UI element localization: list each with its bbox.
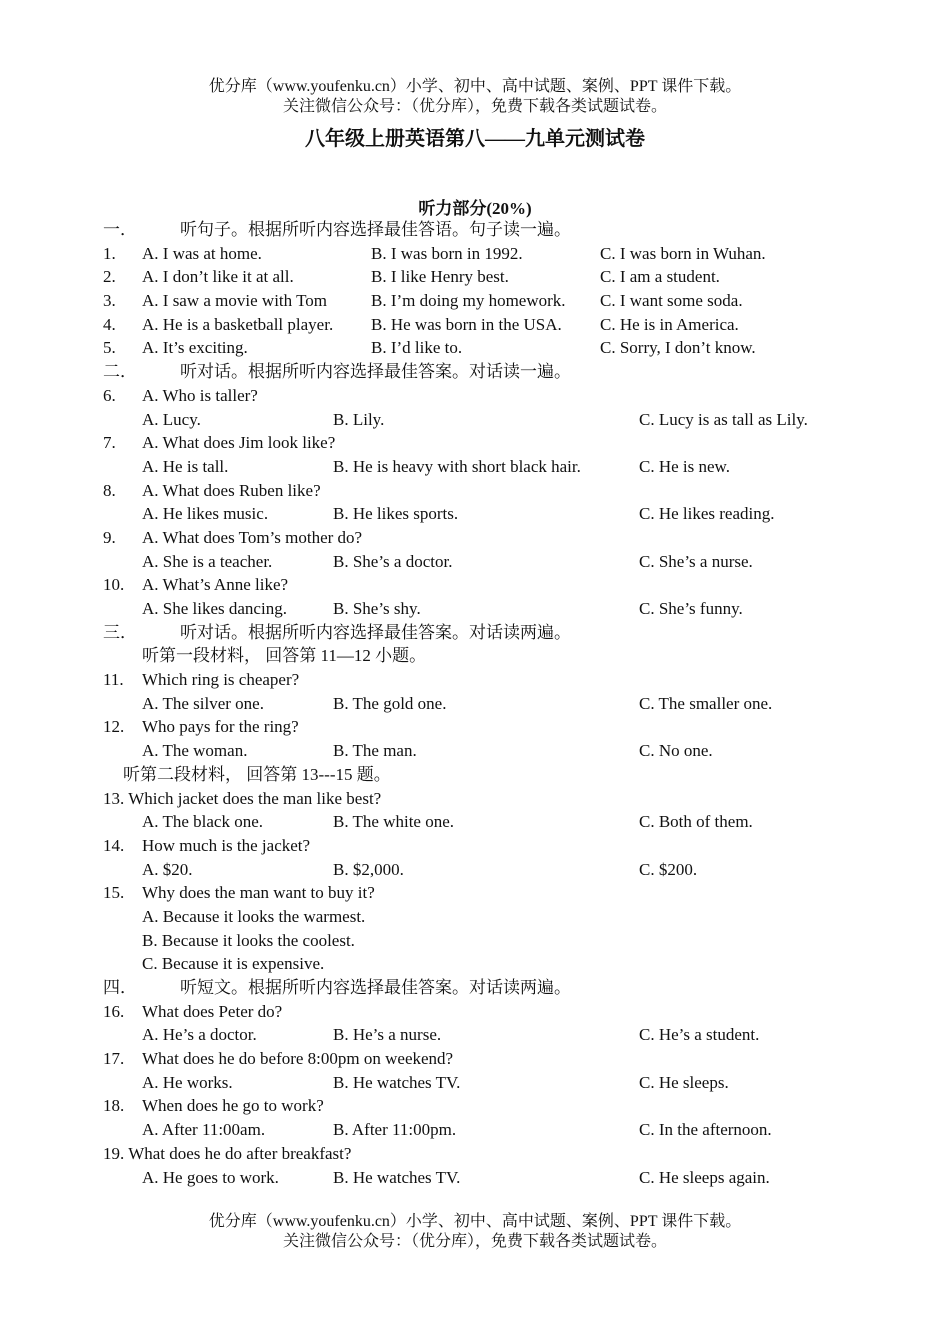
option-b: B. I like Henry best. (371, 267, 509, 287)
question-number: 10. (103, 575, 125, 595)
question-text: What does Peter do? (142, 1001, 283, 1021)
question-list (0, 218, 950, 1189)
row-opts (0, 1166, 950, 1190)
row-part (0, 976, 950, 1000)
option-c: C. He is in America. (600, 314, 739, 334)
question-number: 11. (103, 670, 124, 690)
row-opts (0, 858, 950, 882)
row-q (0, 526, 950, 550)
option-c: C. Both of them. (639, 812, 753, 832)
option-b: B. I’d like to. (371, 338, 463, 358)
option-a: A. I was at home. (142, 243, 262, 263)
question-number: 2. (103, 267, 116, 287)
question-text: How much is the jacket? (142, 835, 311, 855)
option-c: C. He likes reading. (639, 504, 775, 524)
row-qinline (0, 1142, 950, 1166)
row-q (0, 479, 950, 503)
option-c: C. He is new. (639, 456, 730, 476)
option-a: A. The silver one. (142, 693, 264, 713)
question-text: What does he do before 8:00pm on weekend? (142, 1049, 454, 1069)
question-number: 16. (103, 1001, 125, 1021)
option-a: A. He is a basketball player. (142, 314, 334, 334)
row-mcq (0, 336, 950, 360)
part-instruction: 听对话。根据所听内容选择最佳答案。对话读两遍。 (180, 622, 571, 642)
row-q (0, 715, 950, 739)
footer-line-1: 优分库（www.youfenku.cn）小学、初中、高中试题、案例、PPT 课件下载。 (208, 1213, 742, 1230)
option-a: A. He likes music. (142, 504, 269, 524)
question-number: 6. (103, 385, 116, 405)
option-b: B. I was born in 1992. (371, 243, 523, 263)
option-c: C. In the afternoon. (639, 1120, 772, 1140)
row-mcq (0, 265, 950, 289)
question-number: 17. (103, 1049, 125, 1069)
row-qinline (0, 787, 950, 811)
question-number: 3. (103, 291, 116, 311)
row-q (0, 668, 950, 692)
page-title: 八年级上册英语第八——九单元测试卷 (305, 128, 645, 150)
row-part (0, 218, 950, 242)
row-opts (0, 502, 950, 526)
question-number: 9. (103, 527, 116, 547)
row-line (0, 929, 950, 953)
option-b: B. He watches TV. (333, 1167, 461, 1187)
question-text: A. Who is taller? (142, 385, 258, 405)
option-c: C. I want some soda. (600, 291, 743, 311)
row-mcq (0, 313, 950, 337)
row-opts (0, 597, 950, 621)
row-q (0, 881, 950, 905)
option-a: A. The black one. (142, 812, 264, 832)
option-a: A. She is a teacher. (142, 551, 273, 571)
option-a: A. The woman. (142, 741, 248, 761)
question-number: 1. (103, 243, 116, 263)
row-sub (0, 644, 950, 668)
footer-line-2: 关注微信公众号：（优分库），免费下载各类试题试卷。 (282, 1233, 667, 1250)
option-a: A. Lucy. (142, 409, 201, 429)
option-b: B. He is heavy with short black hair. (333, 456, 581, 476)
sub-instruction: 听第一段材料， 回答第 11—12 小题。 (142, 646, 427, 666)
question-text: Why does the man want to buy it? (142, 883, 375, 903)
question-text: Who pays for the ring? (142, 717, 299, 737)
option-a: A. I saw a movie with Tom (142, 291, 327, 311)
part-number: 四． (103, 978, 137, 997)
option-b: B. Lily. (333, 409, 385, 429)
option-b: B. He was born in the USA. (371, 314, 562, 334)
option-line: A. Because it looks the warmest. (142, 906, 366, 926)
part-instruction: 听短文。根据所听内容选择最佳答案。对话读两遍。 (180, 978, 571, 997)
question-number: 15. (103, 883, 125, 903)
row-sub2 (0, 763, 950, 787)
option-c: C. No one. (639, 741, 713, 761)
option-b: B. $2,000. (333, 859, 404, 879)
option-c: C. Lucy is as tall as Lily. (639, 409, 808, 429)
option-b: B. She’s a doctor. (333, 551, 453, 571)
option-a: A. He’s a doctor. (142, 1025, 257, 1045)
row-opts (0, 1118, 950, 1142)
option-line: C. Because it is expensive. (142, 954, 325, 974)
option-c: C. Sorry, I don’t know. (600, 338, 756, 358)
part-instruction: 听句子。根据所听内容选择最佳答语。句子读一遍。 (180, 220, 571, 239)
question-number: 14. (103, 835, 125, 855)
sub-instruction: 听第二段材料， 回答第 13---15 题。 (123, 764, 391, 784)
question-number: 4. (103, 314, 116, 334)
option-c: C. $200. (639, 859, 698, 879)
option-b: B. He’s a nurse. (333, 1025, 442, 1045)
option-b: B. The man. (333, 741, 417, 761)
option-c: C. She’s a nurse. (639, 551, 753, 571)
row-q (0, 1047, 950, 1071)
option-b: B. He watches TV. (333, 1072, 461, 1092)
row-q (0, 1094, 950, 1118)
option-b: B. The white one. (333, 812, 455, 832)
option-a: A. I don’t like it at all. (142, 267, 294, 287)
header-line-1: 优分库（www.youfenku.cn）小学、初中、高中试题、案例、PPT 课件下载。 (208, 78, 742, 95)
option-b: B. After 11:00pm. (333, 1120, 457, 1140)
question-number: 7. (103, 433, 116, 453)
option-c: C. I am a student. (600, 267, 720, 287)
row-opts (0, 408, 950, 432)
question-text: A. What’s Anne like? (142, 575, 289, 595)
row-q (0, 384, 950, 408)
part-instruction: 听对话。根据所听内容选择最佳答案。对话读一遍。 (180, 362, 571, 382)
question-text: A. What does Ruben like? (142, 480, 321, 500)
option-b: B. She’s shy. (333, 599, 421, 618)
option-c: C. He’s a student. (639, 1025, 760, 1045)
question-text: A. What does Jim look like? (142, 433, 336, 453)
option-b: B. He likes sports. (333, 504, 459, 524)
row-q (0, 431, 950, 455)
option-a: A. She likes dancing. (142, 599, 287, 618)
row-line (0, 905, 950, 929)
row-q (0, 834, 950, 858)
option-a: A. After 11:00am. (142, 1120, 266, 1140)
row-q (0, 573, 950, 597)
row-opts (0, 1071, 950, 1095)
option-a: A. He goes to work. (142, 1167, 279, 1187)
section-heading: 听力部分(20%) (418, 199, 532, 218)
option-line: B. Because it looks the coolest. (142, 930, 355, 950)
question-text: A. What does Tom’s mother do? (142, 527, 363, 547)
question-number: 18. (103, 1096, 125, 1116)
option-c: C. He sleeps again. (639, 1167, 770, 1187)
option-c: C. She’s funny. (639, 599, 743, 618)
row-mcq (0, 289, 950, 313)
question-text: Which ring is cheaper? (142, 670, 300, 690)
option-a: A. He works. (142, 1072, 233, 1092)
option-b: B. I’m doing my homework. (371, 291, 566, 311)
row-q (0, 1000, 950, 1024)
question-number: 8. (103, 480, 116, 500)
part-number: 二． (103, 362, 137, 382)
option-b: B. The gold one. (333, 693, 447, 713)
row-opts (0, 1023, 950, 1047)
question-text: 19. What does he do after breakfast? (103, 1143, 352, 1163)
header-line-2: 关注微信公众号：（优分库），免费下载各类试题试卷。 (282, 98, 667, 115)
row-mcq (0, 242, 950, 266)
option-c: C. The smaller one. (639, 693, 773, 713)
option-c: C. He sleeps. (639, 1072, 729, 1092)
row-line (0, 952, 950, 976)
question-text: When does he go to work? (142, 1096, 324, 1116)
row-opts (0, 810, 950, 834)
question-number: 5. (103, 338, 116, 358)
part-number: 一． (103, 220, 137, 239)
part-number: 三． (103, 622, 137, 642)
question-text: 13. Which jacket does the man like best? (103, 788, 382, 808)
row-part (0, 360, 950, 384)
row-opts (0, 455, 950, 479)
row-part (0, 621, 950, 645)
row-opts (0, 692, 950, 716)
option-a: A. It’s exciting. (142, 338, 248, 358)
row-opts (0, 550, 950, 574)
option-a: A. He is tall. (142, 456, 229, 476)
row-opts (0, 739, 950, 763)
option-a: A. $20. (142, 859, 193, 879)
option-c: C. I was born in Wuhan. (600, 243, 766, 263)
question-number: 12. (103, 717, 125, 737)
